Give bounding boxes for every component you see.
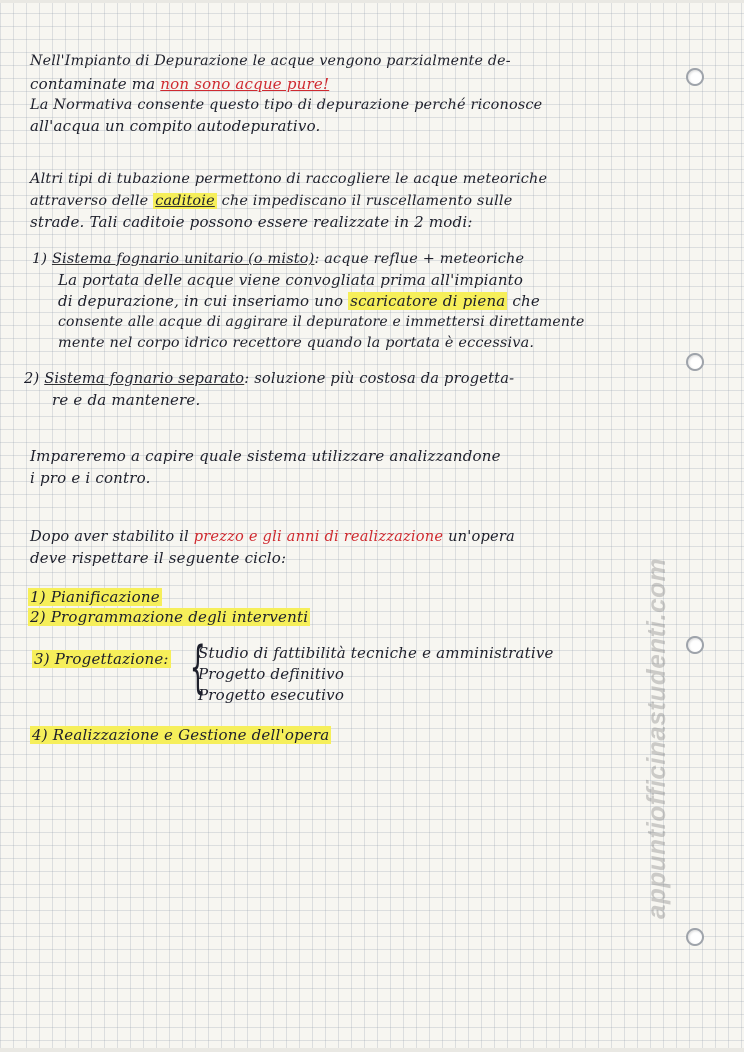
p6-line-2: deve rispettare il seguente ciclo:	[30, 549, 287, 567]
p1-line-4: all'acqua un compito autodepurativo.	[30, 117, 321, 135]
p5-line-2: i pro e i contro.	[30, 469, 151, 487]
highlight-realizzazione: 4) Realizzazione e Gestione dell'opera	[32, 726, 330, 744]
p4-line-1-rest: : soluzione più costosa da progetta-	[244, 370, 515, 387]
red-emphasis-not-pure: non sono acque pure!	[160, 75, 330, 93]
p6-line-1-text-c: un'opera	[443, 528, 515, 545]
highlight-progettazione: 3) Progettazione:	[34, 650, 169, 668]
heading-unitary-sewer: Sistema fognario unitario (o misto)	[51, 251, 315, 267]
p6-line-1	[30, 528, 515, 546]
p2-line-2	[30, 192, 512, 210]
highlight-caditoie: caditoie	[155, 193, 215, 209]
p2-line-2-text-a: attraverso delle	[30, 193, 154, 209]
p5-line-1: Impareremo a capire quale sistema utilizzare analizzandone	[30, 447, 501, 465]
p3-line-1	[32, 250, 524, 268]
binder-hole-2	[686, 353, 704, 371]
cycle-item-3	[32, 650, 171, 668]
p3-line-3-text-c: che	[507, 292, 540, 310]
p3-line-3-text-a: di depurazione, in cui inseriamo uno	[58, 292, 349, 310]
cycle-item-4	[30, 726, 331, 744]
p4-line-1	[24, 370, 514, 388]
p1-line-1: Nell'Impianto di Depurazione le acque vengono parzialmente de-	[30, 53, 511, 69]
top-page-edge	[0, 0, 744, 3]
cycle-sub-2: Progetto definitivo	[198, 665, 345, 683]
p3-number: 1)	[32, 251, 52, 267]
p4-number: 2)	[24, 370, 45, 387]
p2-line-1: Altri tipi di tubazione permettono di raccogliere le acque meteoriche	[30, 171, 548, 187]
p3-line-3	[58, 292, 540, 310]
red-emphasis-price-years: prezzo e gli anni di realizzazione	[193, 528, 444, 545]
p3-line-5: mente nel corpo idrico recettore quando la portata è eccessiva.	[58, 335, 535, 351]
p2-line-3: strade. Tali caditoie possono essere realizzate in 2 modi:	[30, 213, 473, 231]
highlight-pianificazione: 1) Pianificazione	[30, 588, 160, 606]
curly-brace: {	[189, 635, 206, 700]
p1-line-2-text: contaminate ma	[30, 75, 161, 93]
p1-line-2	[30, 75, 329, 93]
highlight-programmazione: 2) Programmazione degli interventi	[30, 608, 309, 626]
binder-hole-4	[686, 928, 704, 946]
bottom-page-edge	[0, 1048, 744, 1052]
p4-line-2: re e da mantenere.	[52, 391, 201, 409]
highlight-scaricatore-di-piena: scaricatore di piena	[350, 292, 506, 310]
watermark-text: appuntiofficinastudenti.com	[641, 557, 671, 919]
cycle-sub-3: Progetto esecutivo	[198, 686, 345, 704]
binder-hole-1	[686, 68, 704, 86]
p1-line-3: La Normativa consente questo tipo di depurazione perché riconosce	[30, 97, 543, 113]
p2-line-2-text-c: che impediscano il ruscellamento sulle	[216, 193, 513, 209]
heading-separate-sewer: Sistema fognario separato	[44, 370, 245, 387]
p3-line-1-rest: : acque reflue + meteoriche	[314, 251, 525, 267]
binder-hole-3	[686, 636, 704, 654]
cycle-item-2	[28, 608, 310, 626]
cycle-sub-1: Studio di fattibilità tecniche e amministrative	[198, 644, 554, 662]
p3-line-2: La portata delle acque viene convogliata prima all'impianto	[58, 271, 524, 289]
p6-line-1-text-a: Dopo aver stabilito il	[30, 528, 194, 545]
cycle-item-1	[28, 588, 162, 606]
p3-line-4: consente alle acque di aggirare il depuratore e immettersi direttamente	[58, 314, 585, 330]
